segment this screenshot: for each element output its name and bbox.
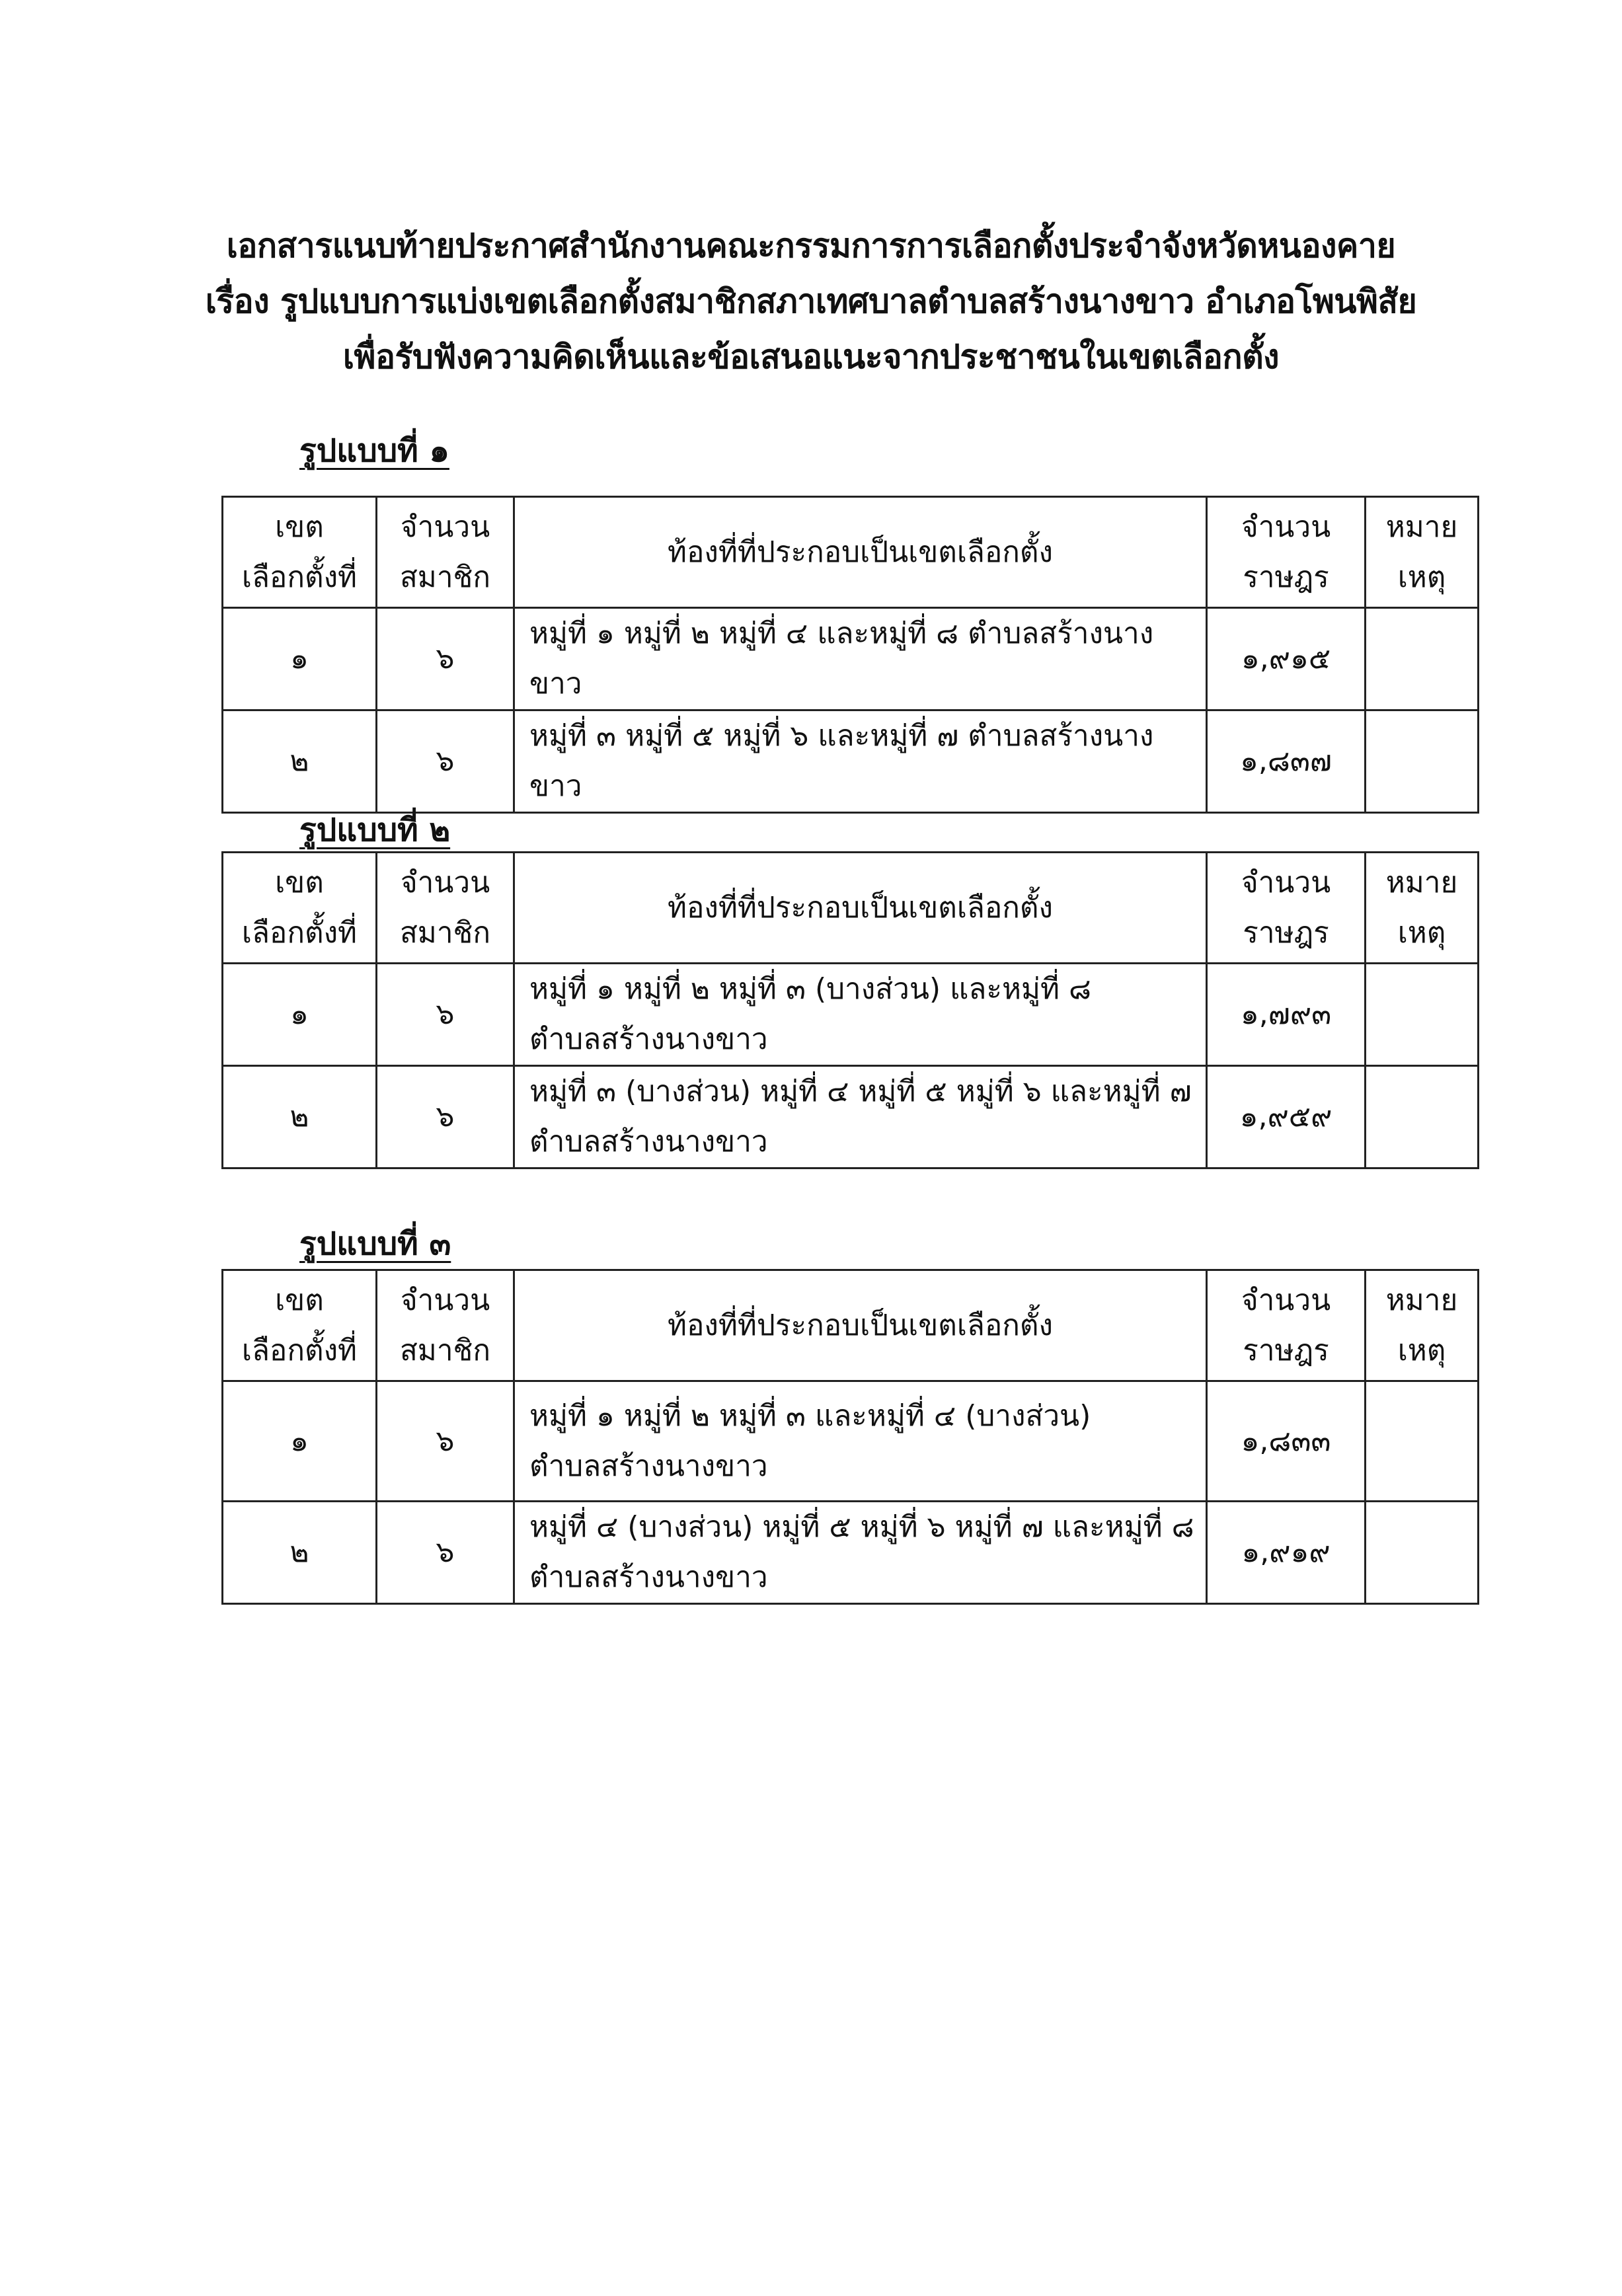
zone-cell: ๑ bbox=[223, 1381, 377, 1502]
form-2-table bbox=[221, 851, 1479, 1169]
header-line-2: เรื่อง รูปแบบการแบ่งเขตเลือกตั้งสมาชิกสภาเทศบาลตำบลสร้างนางขาว อำเภอโพนพิสัย bbox=[205, 282, 1417, 321]
area-cell: หมู่ที่ ๓ หมู่ที่ ๕ หมู่ที่ ๖ และหมู่ที่ ๗ ตำบลสร้างนางขาว bbox=[514, 710, 1207, 813]
header-members: จำนวน สมาชิก bbox=[377, 853, 514, 964]
population-cell: ๑,๙๑๕ bbox=[1207, 608, 1366, 710]
table-row bbox=[223, 710, 1479, 813]
form-3-title: รูปแบบที่ ๓ bbox=[299, 1225, 451, 1262]
header-area: ท้องที่ที่ประกอบเป็นเขตเลือกตั้ง bbox=[514, 853, 1207, 964]
note-cell bbox=[1366, 964, 1479, 1066]
population-cell: ๑,๙๕๙ bbox=[1207, 1066, 1366, 1168]
header-line-3: เพื่อรับฟังความคิดเห็นและข้อเสนอแนะจากประชาชนในเขตเลือกตั้ง bbox=[342, 338, 1280, 376]
table-header-row bbox=[223, 853, 1479, 964]
header-zone: เขต เลือกตั้งที่ bbox=[223, 1270, 377, 1381]
members-cell: ๖ bbox=[377, 1066, 514, 1168]
form-2-title: รูปแบบที่ ๒ bbox=[299, 812, 451, 849]
note-cell bbox=[1366, 1502, 1479, 1604]
area-cell: หมู่ที่ ๑ หมู่ที่ ๒ หมู่ที่ ๓ และหมู่ที่ ๔ (บางส่วน) ตำบลสร้างนางขาว bbox=[514, 1381, 1207, 1502]
header-area: ท้องที่ที่ประกอบเป็นเขตเลือกตั้ง bbox=[514, 497, 1207, 608]
header-note: หมาย เหตุ bbox=[1366, 497, 1479, 608]
header-population: จำนวน ราษฎร bbox=[1207, 1270, 1366, 1381]
table-row bbox=[223, 1502, 1479, 1604]
members-cell: ๖ bbox=[377, 710, 514, 813]
members-cell: ๖ bbox=[377, 608, 514, 710]
header-zone: เขต เลือกตั้งที่ bbox=[223, 853, 377, 964]
zone-cell: ๑ bbox=[223, 964, 377, 1066]
note-cell bbox=[1366, 1381, 1479, 1502]
form-1-title: รูปแบบที่ ๑ bbox=[299, 432, 449, 469]
header-note: หมาย เหตุ bbox=[1366, 853, 1479, 964]
table-row bbox=[223, 964, 1479, 1066]
document-header bbox=[0, 218, 1622, 385]
header-population: จำนวน ราษฎร bbox=[1207, 497, 1366, 608]
form-3-table bbox=[221, 1269, 1479, 1605]
table-header-row bbox=[223, 1270, 1479, 1381]
form-1-table bbox=[221, 496, 1479, 814]
header-note: หมาย เหตุ bbox=[1366, 1270, 1479, 1381]
zone-cell: ๒ bbox=[223, 1502, 377, 1604]
header-line-1: เอกสารแนบท้ายประกาศสำนักงานคณะกรรมการการเลือกตั้งประจำจังหวัดหนองคาย bbox=[226, 227, 1396, 265]
members-cell: ๖ bbox=[377, 964, 514, 1066]
area-cell: หมู่ที่ ๓ (บางส่วน) หมู่ที่ ๔ หมู่ที่ ๕ หมู่ที่ ๖ และหมู่ที่ ๗ ตำบลสร้างนางขาว bbox=[514, 1066, 1207, 1168]
header-zone: เขต เลือกตั้งที่ bbox=[223, 497, 377, 608]
members-cell: ๖ bbox=[377, 1502, 514, 1604]
area-cell: หมู่ที่ ๔ (บางส่วน) หมู่ที่ ๕ หมู่ที่ ๖ หมู่ที่ ๗ และหมู่ที่ ๘ ตำบลสร้างนางขาว bbox=[514, 1502, 1207, 1604]
note-cell bbox=[1366, 608, 1479, 710]
population-cell: ๑,๗๙๓ bbox=[1207, 964, 1366, 1066]
table-header-row bbox=[223, 497, 1479, 608]
population-cell: ๑,๘๓๗ bbox=[1207, 710, 1366, 813]
header-population: จำนวน ราษฎร bbox=[1207, 853, 1366, 964]
zone-cell: ๑ bbox=[223, 608, 377, 710]
header-members: จำนวน สมาชิก bbox=[377, 497, 514, 608]
area-cell: หมู่ที่ ๑ หมู่ที่ ๒ หมู่ที่ ๔ และหมู่ที่ ๘ ตำบลสร้างนางขาว bbox=[514, 608, 1207, 710]
members-cell: ๖ bbox=[377, 1381, 514, 1502]
header-members: จำนวน สมาชิก bbox=[377, 1270, 514, 1381]
note-cell bbox=[1366, 710, 1479, 813]
table-row bbox=[223, 1381, 1479, 1502]
zone-cell: ๒ bbox=[223, 710, 377, 813]
table-row bbox=[223, 1066, 1479, 1168]
note-cell bbox=[1366, 1066, 1479, 1168]
population-cell: ๑,๙๑๙ bbox=[1207, 1502, 1366, 1604]
zone-cell: ๒ bbox=[223, 1066, 377, 1168]
area-cell: หมู่ที่ ๑ หมู่ที่ ๒ หมู่ที่ ๓ (บางส่วน) และหมู่ที่ ๘ ตำบลสร้างนางขาว bbox=[514, 964, 1207, 1066]
population-cell: ๑,๘๓๓ bbox=[1207, 1381, 1366, 1502]
table-row bbox=[223, 608, 1479, 710]
header-area: ท้องที่ที่ประกอบเป็นเขตเลือกตั้ง bbox=[514, 1270, 1207, 1381]
